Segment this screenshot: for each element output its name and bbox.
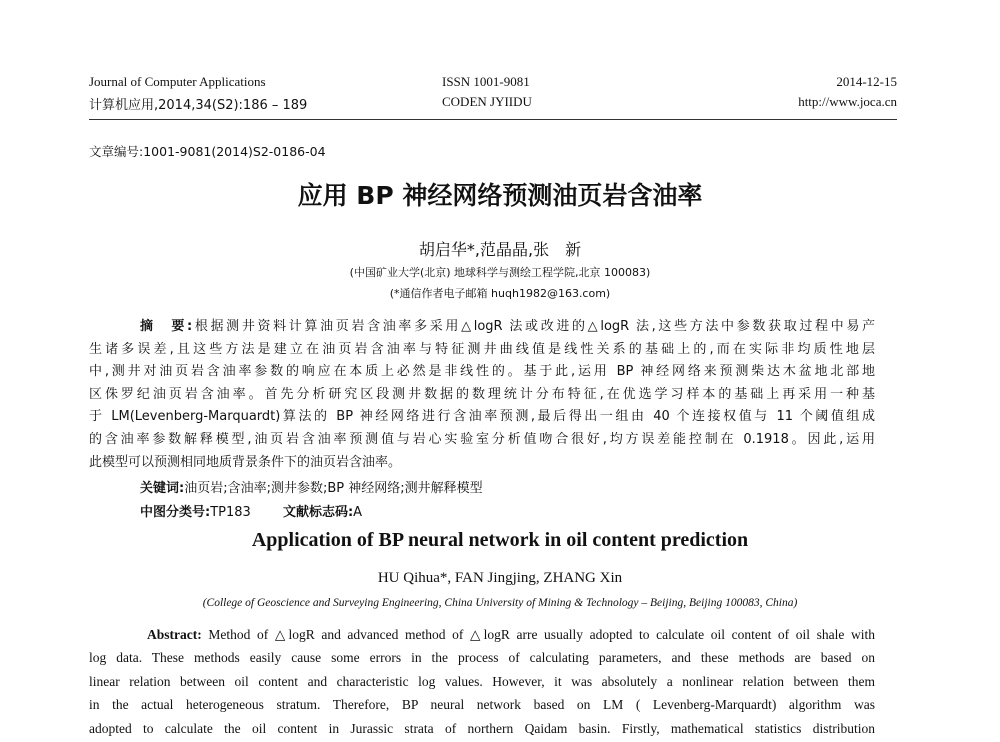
affiliation-en: (College of Geoscience and Surveying Engineering, China University of Mining & Technology – Beijing, Beijing 100083, China) [202, 597, 798, 609]
abstract-cn-line: 生诸多误差,且这些方法是建立在油页岩含油率与特征测井曲线值是线性关系的基础上的,而在实际非均质性地层 [89, 342, 875, 357]
classification-label: 中图分类号: [140, 505, 211, 520]
abstract-cn-line: 于 LM(Levenberg-Marquardt)算法的 BP 神经网络进行含油率预测,最后得出一组由 40 个连接权值与 11 个阈值组成 [89, 409, 875, 424]
keywords-cn [140, 477, 483, 496]
abstract-en-line: Method of △logR and advanced method of △logR arre usually adopted to calculate oil content of oil shale with [208, 627, 875, 642]
article-number: 文章编号:1001-9081(2014)S2-0186-04 [89, 144, 326, 159]
authors-en: HU Qihua*, FAN Jingjing, ZHANG Xin [377, 570, 623, 586]
keywords-value: 油页岩;含油率;测井参数;BP 神经网络;测井解释模型 [184, 481, 483, 496]
coden: CODEN JYIIDU [442, 94, 532, 109]
journal-citation-cn: 计算机应用,2014,34(S2):186 – 189 [89, 98, 308, 113]
abstract-cn-line: 区侏罗纪油页岩含油率。首先分析研究区段测井数据的数理统计分布特征,在优选学习样本的基础上再采用一种基 [89, 387, 875, 402]
keywords-label: 关键词: [140, 481, 185, 496]
abstract-en-line: in the actual heterogeneous stratum. Therefore, BP neural network based on LM ( Levenberg-Marquardt) algorithm was [89, 697, 875, 712]
doc-code-label: 文献标志码: [282, 505, 354, 520]
authors-cn: 胡启华*,范晶晶,张 新 [418, 240, 582, 259]
abstract-cn-line: 此模型可以预测相同地质背景条件下的油页岩含油率。 [89, 455, 402, 470]
abstract-cn-line: 根据测井资料计算油页岩含油率多采用△logR 法或改进的△logR 法,这些方法中参数获取过程中易产 [192, 319, 875, 334]
abstract-cn-label: 摘 要: [140, 319, 193, 334]
title-cn: 应用 BP 神经网络预测油页岩含油率 [297, 181, 703, 210]
classification [140, 501, 362, 520]
affiliation-cn: (中国矿业大学(北京) 地球科学与测绘工程学院,北京 100083) [349, 266, 651, 279]
journal-name-en: Journal of Computer Applications [89, 74, 266, 89]
issn: ISSN 1001-9081 [442, 74, 530, 89]
header-rule [89, 119, 897, 120]
abstract-en-line: adopted to calculate the oil content in Jurassic strata of northern Qaidam basin. Firstly, mathematical statistics distribution [89, 721, 875, 736]
abstract-en-label: Abstract: [147, 627, 202, 642]
abstract-cn-line: 中,测井对油页岩含油率参数的响应在本质上必然是非线性的。基于此,运用 BP 神经网络来预测柴达木盆地北部地 [89, 364, 875, 379]
classification-value: TP183 [210, 505, 251, 520]
doc-code-value: A [353, 505, 363, 520]
journal-url: http://www.joca.cn [798, 94, 897, 109]
abstract-cn-line: 的含油率参数解释模型,油页岩含油率预测值与岩心实验室分析值吻合很好,均方误差能控制在 0.1918。因此,运用 [89, 432, 875, 447]
abstract-en-line: log data. These methods easily cause some errors in the process of calculating parameters, and these methods are based on [89, 650, 875, 665]
email-cn: (*通信作者电子邮箱 huqh1982@163.com) [389, 287, 611, 300]
title-en: Application of BP neural network in oil content prediction [251, 529, 749, 551]
publish-date: 2014-12-15 [836, 74, 897, 89]
abstract-en-line: linear relation between oil content and characteristic log values. However, it was absolutely a nonlinear relation between them [89, 674, 875, 689]
